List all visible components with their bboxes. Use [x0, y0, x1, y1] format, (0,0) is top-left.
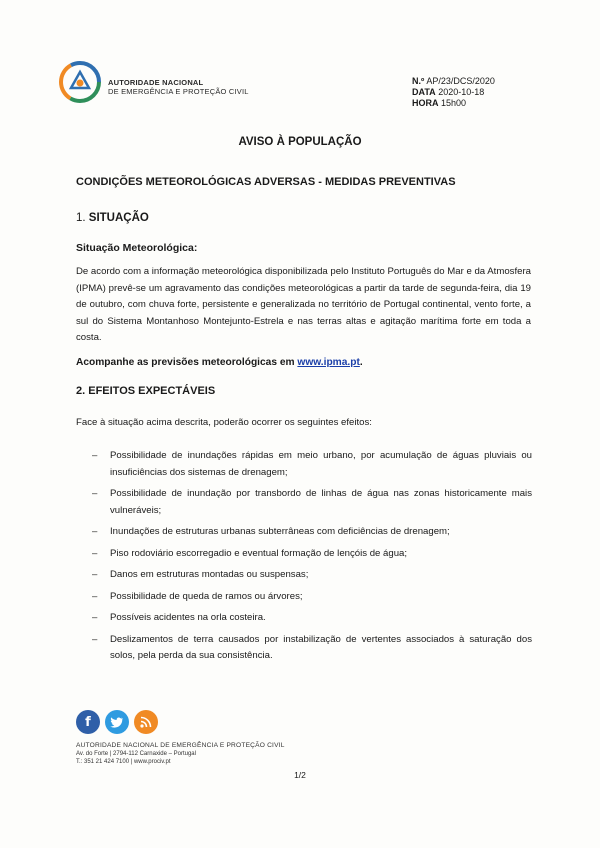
- rss-feed-icon: [140, 716, 152, 728]
- list-item: [92, 546, 532, 563]
- reference-block: [412, 76, 495, 109]
- list-item-text: Possibilidade de inundações rápidas em meio urbano, por acumulação de águas pluviais ou insuficiências dos sistemas de drenagem;: [110, 450, 532, 478]
- ref-value: AP/23/DCS/2020: [426, 76, 495, 86]
- follow-text: Acompanhe as previsões meteorológicas em: [76, 357, 295, 368]
- list-item-text: Possibilidade de queda de ramos ou árvores;: [110, 590, 303, 602]
- list-item-text: Possíveis acidentes na orla costeira.: [110, 612, 266, 623]
- twitter-icon[interactable]: [105, 710, 129, 734]
- facebook-icon[interactable]: f: [76, 710, 100, 734]
- list-item-text: Inundações de estruturas urbanas subterrâneas com deficiências de drenagem;: [110, 526, 450, 537]
- follow-forecast: [76, 357, 363, 368]
- twitter-bird-icon: [110, 716, 124, 728]
- list-item: [92, 567, 532, 584]
- list-item-text: Deslizamentos de terra causados por instabilização de vertentes associados à saturação dos solos, pela perda da sua consistência.: [110, 633, 532, 661]
- dash-bullet: –: [92, 612, 98, 623]
- rss-icon[interactable]: [134, 710, 158, 734]
- list-item-text: Possibilidade de inundação por transbordo de linhas de água nas zonas historicamente mais vulneráveis;: [110, 488, 532, 516]
- social-links: [76, 710, 158, 734]
- list-item: [92, 448, 532, 481]
- anepc-logo-icon: [58, 60, 102, 104]
- org-line2: DE EMERGÊNCIA E PROTEÇÃO CIVIL: [108, 87, 249, 96]
- list-item: [92, 589, 532, 606]
- page-title: AVISO À POPULAÇÃO: [238, 136, 362, 148]
- effects-list: [92, 448, 532, 670]
- list-item: [92, 486, 532, 519]
- page-subtitle: CONDIÇÕES METEOROLÓGICAS ADVERSAS - MEDIDAS PREVENTIVAS: [76, 176, 456, 188]
- section1-heading: [76, 212, 149, 224]
- dash-bullet: –: [92, 547, 98, 559]
- follow-end: .: [359, 357, 363, 368]
- section1-subheading: Situação Meteorológica:: [76, 242, 198, 254]
- time-label: HORA: [412, 98, 439, 108]
- date-value: 2020-10-18: [438, 87, 485, 97]
- list-item-text: Piso rodoviário escorregadio e eventual formação de lençóis de água;: [110, 547, 408, 559]
- ipma-link[interactable]: www.ipma.pt: [297, 357, 360, 368]
- footer-org: AUTORIDADE NACIONAL DE EMERGÊNCIA E PROTEÇÃO CIVIL: [76, 742, 285, 749]
- list-item: [92, 524, 532, 541]
- date-label: DATA: [412, 87, 436, 97]
- list-item: [92, 610, 532, 627]
- dash-bullet: –: [92, 633, 98, 645]
- page-number: 1/2: [294, 770, 306, 780]
- time-value: 15h00: [441, 98, 467, 108]
- footer-contact: T.: 351 21 424 7100 | www.prociv.pt: [76, 759, 171, 765]
- section1-title: SITUAÇÃO: [88, 212, 149, 224]
- list-item-text: Danos em estruturas montadas ou suspensas;: [110, 569, 309, 580]
- section2-heading: 2. EFEITOS EXPECTÁVEIS: [76, 385, 216, 397]
- ref-label: N.º: [412, 76, 425, 86]
- dash-bullet: –: [92, 590, 98, 602]
- section1-paragraph: De acordo com a informação meteorológica disponibilizada pelo Instituto Português do Mar e da Atmosfera (IPMA) prevê-se um agravamento das condições meteorológicas a partir da tarde de segunda-feira, dia 19 de outubro, com chuva forte, persistente e generalizada no território de Portugal continental, vento forte, a sul do Sistema Montanhoso Montejunto-Estrela e nas terras altas e agitação marítima forte em toda a costa.: [76, 266, 531, 343]
- dash-bullet: –: [92, 569, 98, 580]
- dash-bullet: –: [92, 488, 98, 499]
- list-item: [92, 632, 532, 665]
- org-name: [108, 78, 249, 96]
- org-line1: AUTORIDADE NACIONAL: [108, 78, 204, 87]
- footer: [76, 742, 285, 766]
- dash-bullet: –: [92, 526, 98, 537]
- footer-address: Av. do Forte | 2794-112 Carnaxide – Portugal: [76, 751, 196, 757]
- section2-intro: Face à situação acima descrita, poderão ocorrer os seguintes efeitos:: [76, 417, 372, 428]
- dash-bullet: –: [92, 450, 98, 461]
- section1-number: 1.: [76, 212, 86, 224]
